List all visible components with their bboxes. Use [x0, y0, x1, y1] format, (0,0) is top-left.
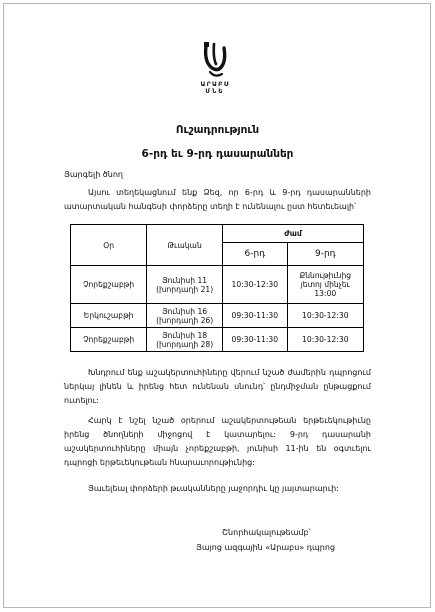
- cell-date: Յունիսի 18 (խորդաղի 28): [147, 328, 223, 352]
- intro-paragraph: Այսու տեղեկացնում ենք Ձեզ, որ 6-րդ և 9-րդ դասարանների ատարտական հանգեսի փորձերը տեղի է ունենալու ըստ հետեւեալի՝: [64, 188, 371, 211]
- header-time: Ժամ: [223, 225, 364, 243]
- header-grade6: 6-րդ: [223, 243, 288, 266]
- cell-date: Յունիսի 11 (խորդաղի 21): [147, 266, 223, 304]
- cell-day: Երկուշաբթի: [71, 304, 147, 328]
- table-row: [71, 304, 364, 328]
- schedule-table: [70, 224, 364, 352]
- paragraph-additional: Յաւելեալ փորձերի թւականները յաջորդիւ կը յայտարարւի:: [88, 484, 339, 493]
- cell-day: Չորեքշաբթի: [71, 266, 147, 304]
- table-row: [71, 328, 364, 352]
- page-subtitle: 6-րդ եւ 9-րդ դասարաններ: [141, 148, 294, 160]
- logo-brand-text: ԱՐԱԲՍ: [200, 81, 230, 88]
- paragraph-transport: Հարկ է նշել նշած օրերում աշակերտութեան երթեւեկութիւնը իրենց ծնողների միջոցով է կատարելու: 9-րդ դասարանի աշակերտուհիները միայն չորեքշաբթի, յունիսի 11-ին են օգտւելու դպրոցի երթեւեկութեան հնարաւորութիւնից:: [64, 416, 371, 467]
- cell-day: Չորեքշաբթի: [71, 328, 147, 352]
- greeting: Յարգելի ծնող: [64, 170, 123, 179]
- paragraph-attendance: Խնդրում ենք աշակերտուհիները վերում նշած ժամերին դպրոցում ներկայ լինեն և իրենց հետ ունենան սնունդ՝ ընդմիջման ընթացքում ուտելու:: [64, 368, 371, 405]
- cell-grade6: 09:30-11:30: [223, 328, 288, 352]
- table-row: [71, 266, 364, 304]
- header-date: Թւական: [147, 225, 223, 266]
- school-logo: [190, 40, 240, 106]
- logo-emblem-icon: [200, 40, 230, 80]
- header-day: Օր: [71, 225, 147, 266]
- signature-thanks: Շնորհակալութեամբ՝: [222, 528, 311, 537]
- cell-grade6: 09:30-11:30: [223, 304, 288, 328]
- cell-grade9: 10:30-12:30: [287, 328, 363, 352]
- logo-brand-subtext: ՄՆԵ: [205, 88, 225, 95]
- cell-grade9: Քննութիւնից յետոյ մինչեւ 13:00: [287, 266, 363, 304]
- cell-date: Յունիսի 16 (խորդաղի 26): [147, 304, 223, 328]
- signature-school: Յայոց ազգային «Արաբս» դպրոց: [196, 543, 336, 552]
- cell-grade6: 10:30-12:30: [223, 266, 288, 304]
- page-title: Ուշադրություն: [175, 124, 260, 136]
- cell-grade9: 10:30-12:30: [287, 304, 363, 328]
- header-grade9: 9-րդ: [287, 243, 363, 266]
